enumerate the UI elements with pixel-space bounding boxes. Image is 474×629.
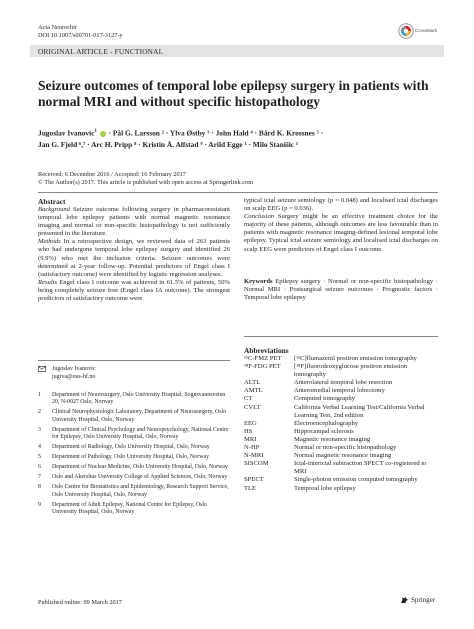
- abbreviation-definition: Anteromedial temporal lobectomy: [294, 387, 385, 395]
- affiliation-text: Clinical Neurophysiologic Laboratory, Department of Neurosurgery, Oslo University Hospital, Oslo, Norway: [52, 409, 227, 423]
- abbreviation-definition: Anterolateral temporal lobe resection: [294, 379, 393, 387]
- affiliation-item: [38, 474, 230, 481]
- crossmark-label: CrossMark: [415, 28, 438, 33]
- abbreviation-term: CVLT: [244, 403, 261, 411]
- affiliation-item: [38, 502, 230, 517]
- abstract-left-column: [38, 197, 230, 303]
- abbreviation-row: [244, 363, 438, 379]
- abbreviations-section: [244, 346, 438, 493]
- affiliation-text: Department of Neurosurgery, Oslo University Hospital, Sognsvannsveien 20, N-0027 Oslo, Norway: [52, 392, 226, 406]
- abstract-conclusion: [244, 213, 438, 253]
- abstract-heading: Abstract: [38, 197, 66, 206]
- orcid-icon[interactable]: [100, 131, 106, 137]
- article-type-band: [30, 45, 444, 57]
- abbreviation-row: [244, 452, 438, 460]
- abbreviation-definition: Normal magnetic resonance imaging: [294, 452, 392, 460]
- affiliation-item: [38, 427, 230, 442]
- affiliation-number: 3: [38, 426, 41, 433]
- abbreviation-row: [244, 404, 438, 420]
- methods-text: In a retrospective design, we reviewed data of 263 patients who had undergone temporal lobe epilepsy surgery and identified 26 (9.9%) who met the inclusion criteria. Seizure outcomes were determined at 2-year follow-up. Potential predictors of Engel class I (satisfactory outcome) were identified by logistic regression analyses.: [38, 238, 230, 278]
- conclusion-label: Conclusion: [244, 213, 275, 221]
- affiliation-number: 2: [38, 409, 41, 416]
- keywords-label: Keywords: [244, 277, 273, 285]
- abbreviation-definition: [¹¹C]flumazenil positron emission tomography: [294, 355, 417, 362]
- affiliation-item: [38, 484, 230, 499]
- author-affiliation-mark: 1: [94, 129, 97, 134]
- affiliations-list: [38, 392, 230, 519]
- affiliation-number: 1: [38, 392, 41, 398]
- abbreviation-row: [244, 355, 438, 363]
- abstract-right-column: [244, 197, 438, 302]
- abbreviation-row: [244, 387, 438, 395]
- affiliation-item: [38, 409, 230, 424]
- correspondence-block: [38, 366, 230, 381]
- abbreviation-row: [244, 485, 438, 493]
- corresponding-author[interactable]: Jugoslav Ivanovic: [38, 128, 95, 138]
- author-line-2: Jan G. Fjeld ⁶,⁷ · Arc H. Pripp ⁸ · Kristin Å. Alfstad ⁹ · Arild Egge ¹ · Milo Stanišic ¹: [38, 139, 299, 149]
- abbreviation-row: [244, 444, 438, 452]
- affiliation-text: Department of Pathology, Oslo University Hospital, Oslo, Norway: [52, 454, 210, 461]
- affiliation-number: 8: [38, 484, 41, 491]
- abstract-results: [38, 279, 230, 303]
- background-text: Seizure outcome following surgery in pharmacoresistant temporal lobe epilepsy patients with normal magnetic resonance imaging and normal or non-specific histopathology is not sufficiently presented in the literature.: [38, 206, 230, 238]
- springer-horse-icon: [400, 596, 409, 604]
- copyright-notice: © The Author(s) 2017. This article is published with open access at Springerlink.com: [38, 179, 254, 186]
- conclusion-text: Surgery might be an effective treatment choice for the majority of these patients, although outcomes are less favourable than in patients with magnetic resonance imaging-defined lesional temporal lobe epilepsy. Typical ictal seizure semiology and localised ictal discharges on scalp EEG were predictors of Engel class I outcome.: [244, 213, 438, 253]
- abbreviation-term: N-HP: [244, 444, 260, 452]
- affiliation-number: 9: [38, 501, 41, 508]
- affiliation-text: Department of Radiology, Oslo University Hospital, Oslo, Norway: [52, 444, 210, 451]
- affiliation-item: [38, 464, 230, 471]
- abbreviation-term: CT: [244, 395, 253, 403]
- abbreviation-definition: Single-photon emission computed tomography: [294, 476, 418, 484]
- affiliation-text: Department of Adult Epilepsy, National Centre for Epilepsy, Oslo University Hospital, Oslo, Norway: [52, 501, 207, 516]
- abbreviation-definition: Magnetic resonance imaging: [294, 435, 371, 443]
- results-label: Results: [38, 278, 58, 286]
- abbreviation-term: EEG: [244, 419, 257, 427]
- article-title: Seizure outcomes of temporal lobe epilepsy surgery in patients with normal MRI and without specific histopathology: [38, 78, 429, 109]
- keywords-text: Epilepsy surgery · Normal or non-specific histopathology · Normal MRI · Postsurgical seizure outcomes · Prognostic factors · Temporal lobe epilepsy: [244, 277, 438, 301]
- abbreviation-term: ¹⁸F-FDG PET: [244, 363, 281, 371]
- abbreviation-definition: [¹⁸F]fluorodeoxyglucose positron emission tomography: [294, 363, 408, 379]
- affiliation-text: Oslo Centre for Biostatistics and Epidemiology, Research Support Service, Oslo University Hospital, Oslo, Norway: [52, 484, 229, 498]
- abstract-rule-top: [38, 192, 438, 193]
- abbreviation-row: [244, 379, 438, 387]
- author-line-1: · Pål G. Larsson ² · Ylva Østby ³ · John Hald ⁴ · Bård K. Krossnes ⁵ ·: [106, 128, 324, 138]
- abbreviation-term: AMTL: [244, 387, 263, 395]
- abbreviations-heading: Abbreviations: [244, 346, 289, 355]
- methods-label: Methods: [38, 238, 61, 246]
- abbreviation-row: [244, 476, 438, 484]
- abbreviation-definition: Hippocampal sclerosis: [294, 427, 354, 435]
- correspondence-email[interactable]: jugiva@ous-hf.no: [52, 373, 96, 380]
- keywords: [244, 278, 438, 302]
- affiliation-text: Oslo and Akershus University College of Applied Sciences, Oslo, Norway: [52, 474, 228, 481]
- abbreviation-definition: Temporal lobe epilepsy: [294, 484, 356, 492]
- affiliation-text: Department of Nuclear Medicine, Oslo University Hospital, Oslo, Norway: [52, 464, 228, 471]
- affiliation-number: 7: [38, 474, 41, 481]
- affiliation-item: [38, 444, 230, 451]
- abbreviation-definition: Normal or non-specific histopathology: [294, 444, 397, 452]
- springer-logo: [400, 596, 435, 604]
- affiliation-number: 4: [38, 444, 41, 451]
- abbreviation-term: SISCOM: [244, 460, 269, 468]
- affiliation-item: [38, 392, 230, 407]
- abbreviation-term: ¹¹C-FMZ PET: [244, 355, 282, 362]
- envelope-icon: [38, 366, 52, 381]
- abbreviation-row: [244, 420, 438, 428]
- publisher-name: Springer: [411, 596, 436, 604]
- abbreviation-row: [244, 428, 438, 436]
- abbreviation-term: N-MRI: [244, 452, 264, 460]
- crossmark-logo[interactable]: [398, 22, 438, 40]
- abbreviation-definition: Ictal-interictal subtraction SPECT co-registered to MRI: [294, 460, 427, 476]
- abbreviation-term: ALTL: [244, 379, 261, 387]
- abbreviation-term: SPECT: [244, 476, 264, 484]
- abstract-results-continued: typical ictal seizure semiology (p = 0.048) and localised ictal discharges on scalp EEG (p = 0.036).: [244, 197, 438, 213]
- article-type-label: ORIGINAL ARTICLE - FUNCTIONAL: [38, 47, 164, 56]
- affiliation-text: Department of Clinical Psychology and Neuropsychology, National Centre for Epilepsy, Oslo University Hospital, Oslo, Norway: [52, 426, 229, 441]
- abstract-background: [38, 206, 230, 238]
- journal-name: Acta Neurochir: [38, 24, 77, 31]
- affiliation-number: 6: [38, 464, 41, 471]
- keywords-rule: [244, 336, 438, 337]
- published-online: Published online: 09 March 2017: [38, 599, 122, 606]
- abbreviation-definition: Computed tomography: [294, 395, 355, 403]
- abbreviation-row: [244, 436, 438, 444]
- doi[interactable]: DOI 10.1007/s00701-017-3127-y: [38, 32, 123, 39]
- abbreviation-row: [244, 395, 438, 403]
- background-label: Background: [38, 206, 70, 213]
- correspondence-rule: [38, 360, 230, 361]
- abbreviation-definition: California Verbal Learning Test/California Verbal Learning Test, 2nd edition: [294, 403, 425, 419]
- abstract-methods: [38, 238, 230, 278]
- abbreviation-definition: Electroencephalography: [294, 419, 359, 427]
- affiliation-item: [38, 454, 230, 461]
- abbreviation-term: TLE: [244, 484, 257, 492]
- crossmark-icon: [398, 23, 414, 39]
- abbreviation-term: HS: [244, 427, 253, 435]
- abbreviations-list: [244, 355, 438, 493]
- results-text: Engel class I outcome was achieved in 61.5% of patients, 50% being completely seizure free (Engel class IA outcome). The strongest predictors of satisfactory outcome were: [38, 278, 230, 303]
- affiliation-number: 5: [38, 454, 41, 461]
- author-list: [38, 126, 438, 150]
- abbreviation-term: MRI: [244, 435, 257, 443]
- abbreviation-row: [244, 460, 438, 476]
- correspondence-name: Jugoslav Ivanovic: [52, 366, 96, 372]
- received-accepted-dates: Received: 6 December 2016 / Accepted: 16 February 2017: [38, 171, 186, 178]
